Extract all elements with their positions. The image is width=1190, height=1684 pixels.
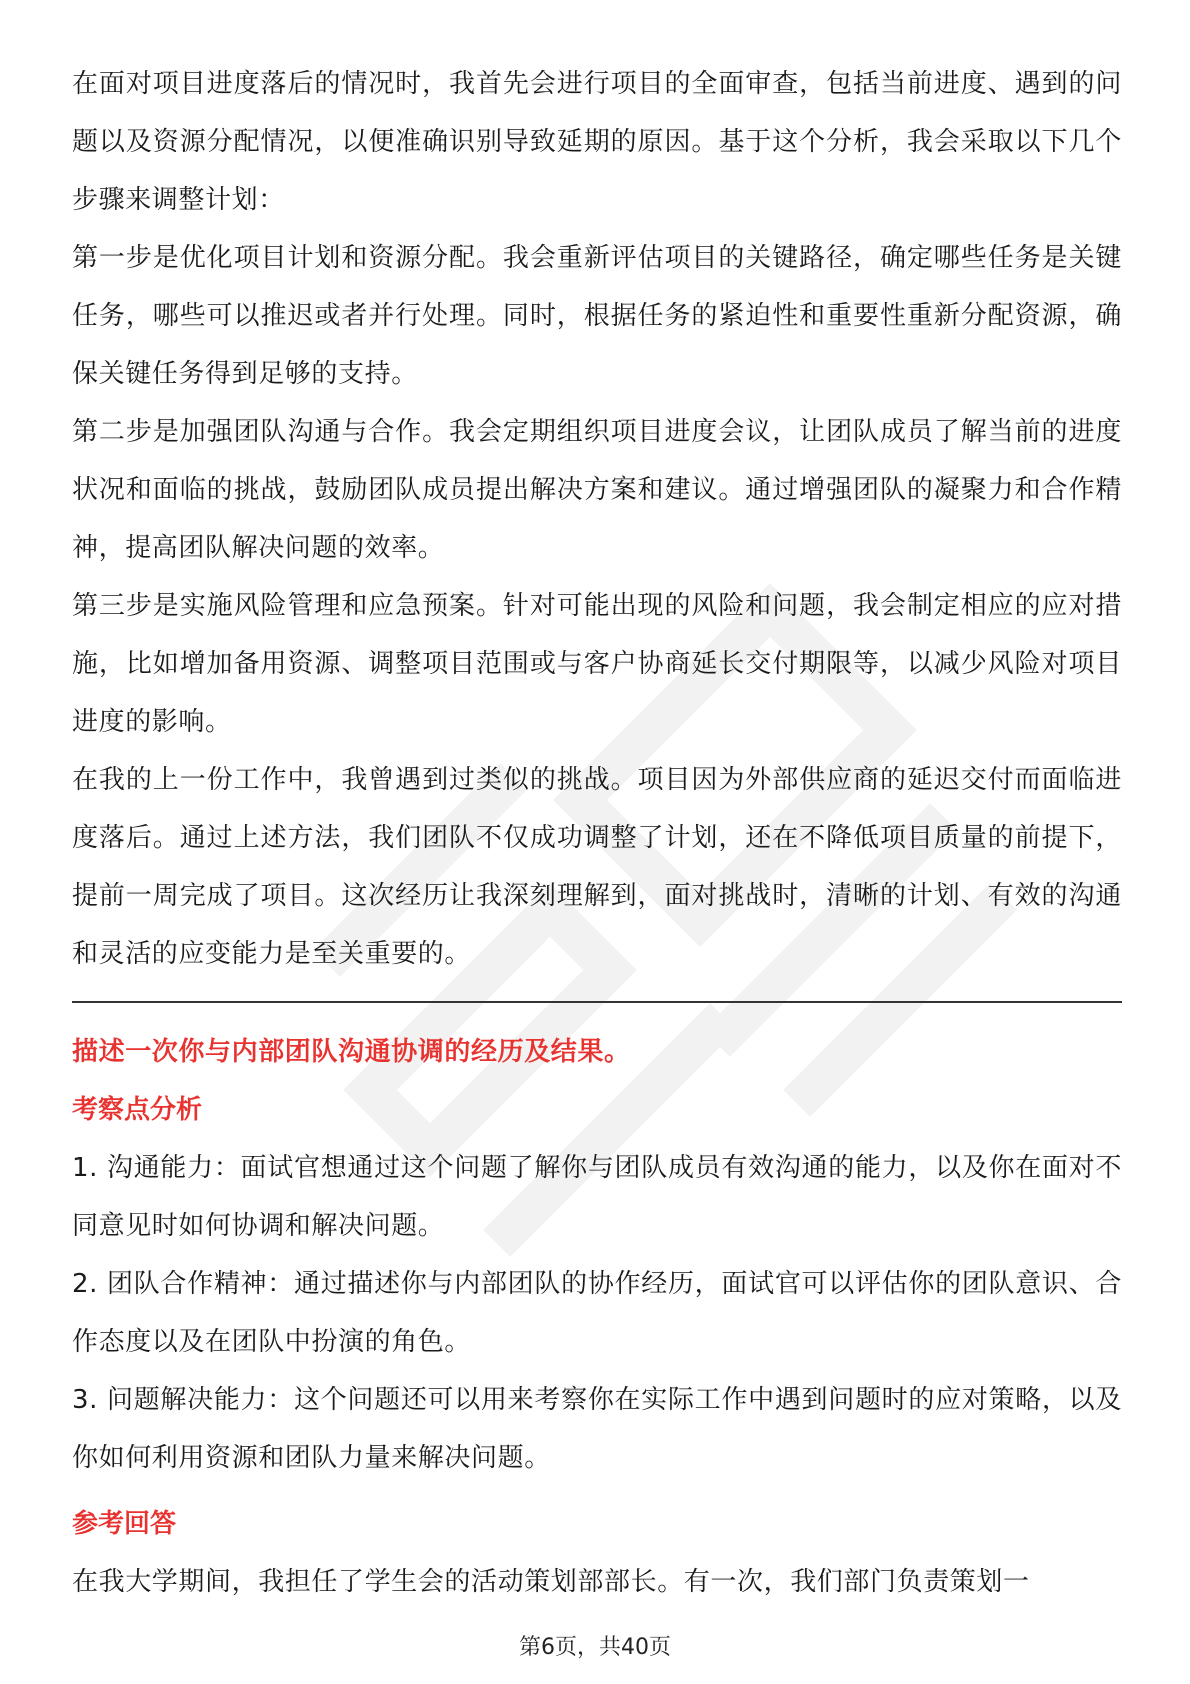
answer-paragraph: 第二步是加强团队沟通与合作。我会定期组织项目进度会议，让团队成员了解当前的进度状况和面临的挑战，鼓励团队成员提出解决方案和建议。通过增强团队的凝聚力和合作精神，提高团队解决问题的效率。: [72, 417, 1122, 563]
page-content: [72, 55, 1122, 1611]
answer-paragraph: 在面对项目进度落后的情况时，我首先会进行项目的全面审查，包括当前进度、遇到的问题以及资源分配情况，以便准确识别导致延期的原因。基于这个分析，我会采取以下几个步骤来调整计划：: [72, 69, 1122, 215]
analysis-point: 2. 团队合作精神：通过描述你与内部团队的协作经历，面试官可以评估你的团队意识、合作态度以及在团队中扮演的角色。: [72, 1269, 1122, 1357]
page-number: 第6页，共40页: [519, 1635, 671, 1660]
analysis-point: 1. 沟通能力：面试官想通过这个问题了解你与团队成员有效沟通的能力，以及你在面对不同意见时如何协调和解决问题。: [72, 1153, 1122, 1241]
answer-paragraph: 第一步是优化项目计划和资源分配。我会重新评估项目的关键路径，确定哪些任务是关键任务，哪些可以推迟或者并行处理。同时，根据任务的紧迫性和重要性重新分配资源，确保关键任务得到足够的支持。: [72, 243, 1122, 389]
answer-paragraph: 在我的上一份工作中，我曾遇到过类似的挑战。项目因为外部供应商的延迟交付而面临进度落后。通过上述方法，我们团队不仅成功调整了计划，还在不降低项目质量的前提下，提前一周完成了项目。这次经历让我深刻理解到，面对挑战时，清晰的计划、有效的沟通和灵活的应变能力是至关重要的。: [72, 765, 1122, 969]
question-title: 描述一次你与内部团队沟通协调的经历及结果。: [72, 1037, 631, 1067]
answer-paragraph: 第三步是实施风险管理和应急预案。针对可能出现的风险和问题，我会制定相应的应对措施，比如增加备用资源、调整项目范围或与客户协商延长交付期限等，以减少风险对项目进度的影响。: [72, 591, 1122, 737]
analysis-point: 3. 问题解决能力：这个问题还可以用来考察你在实际工作中遇到问题时的应对策略，以及你如何利用资源和团队力量来解决问题。: [72, 1385, 1122, 1473]
section-divider: [72, 1001, 1122, 1003]
reference-heading: 参考回答: [72, 1509, 177, 1539]
reference-answer: 在我大学期间，我担任了学生会的活动策划部部长。有一次，我们部门负责策划一: [72, 1567, 1030, 1597]
analysis-heading: 考察点分析: [72, 1095, 203, 1125]
